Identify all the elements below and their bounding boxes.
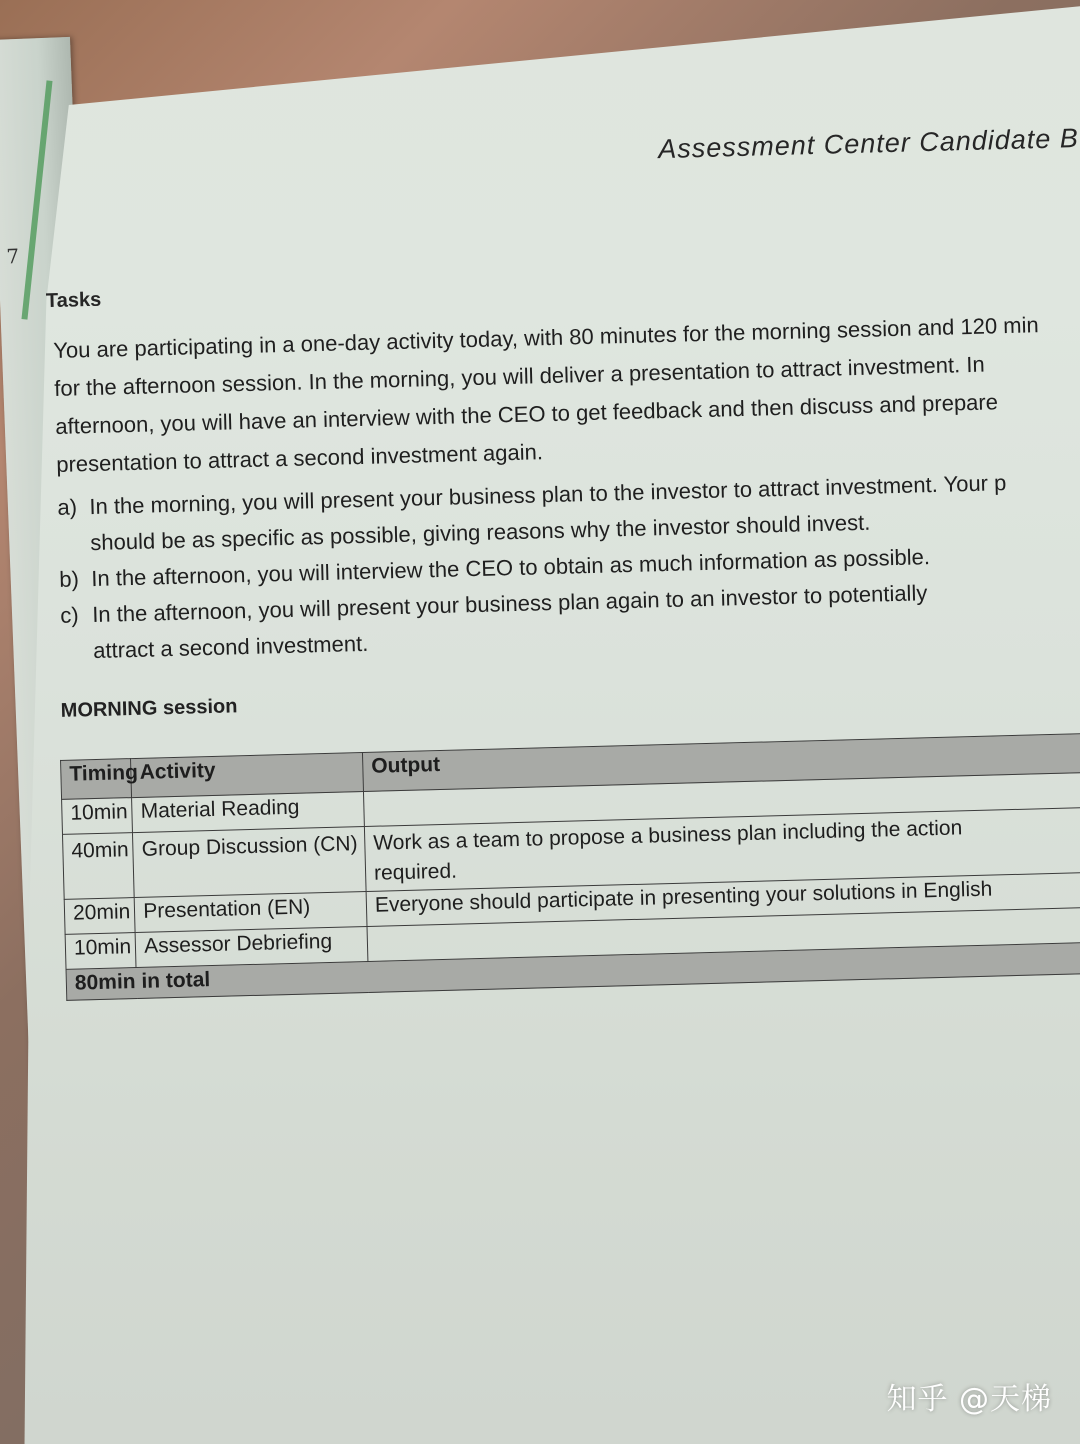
document-page — [24, 0, 1080, 1444]
activity-cell: Group Discussion (CN) — [133, 827, 366, 898]
timing-cell: 10min — [65, 933, 136, 970]
task-line: attract a second investment. — [92, 630, 369, 664]
task-line: In the morning, you will present your business plan to the investor to attract investment. Your p — [89, 470, 1007, 520]
watermark: 知乎 @天梯 — [886, 1382, 1052, 1417]
task-letter: b) — [58, 566, 80, 592]
morning-session-heading: MORNING session — [60, 695, 238, 722]
intro-line: afternoon, you will have an interview with the CEO to get feedback and then discuss and prepare — [54, 389, 999, 439]
intro-line: You are participating in a one-day activity today, with 80 minutes for the morning session and 120 min — [52, 312, 1039, 363]
timing-column-header: Timing — [61, 759, 132, 800]
total-time-cell: 80min in total — [66, 940, 1080, 1000]
task-list — [57, 461, 1080, 670]
output-cell: Everyone should participate in presenting your solutions in English — [366, 870, 1080, 926]
task-letter: a) — [57, 494, 78, 520]
intro-line: presentation to attract a second investment again. — [55, 439, 544, 477]
output-line: required. — [373, 859, 458, 885]
task-line: should be as specific as possible, giving reasons why the investor should invest. — [90, 509, 871, 556]
page-edge-mark: 7 — [5, 244, 20, 269]
intro-line: for the afternoon session. In the morning, you will deliver a presentation to attract investment. In — [53, 351, 985, 401]
timing-cell: 10min — [62, 798, 133, 835]
activity-cell: Assessor Debriefing — [135, 926, 367, 967]
document-header-title: Assessment Center Candidate B — [657, 123, 1080, 165]
task-line: In the afternoon, you will interview the CEO to obtain as much information as possible. — [90, 544, 931, 592]
timing-cell: 20min — [64, 898, 135, 935]
tasks-heading: Tasks — [45, 288, 102, 313]
timing-cell: 40min — [62, 833, 134, 900]
tasks-intro-paragraph — [53, 303, 1080, 484]
activity-cell: Material Reading — [132, 792, 364, 833]
morning-schedule-table — [60, 731, 1080, 1001]
activity-column-header: Activity — [131, 753, 364, 798]
activity-cell: Presentation (EN) — [134, 891, 366, 932]
task-line: In the afternoon, you will present your business plan again to an investor to potentially — [91, 580, 928, 628]
output-line: Work as a team to propose a business plan including the action — [372, 816, 963, 855]
output-column-header: Output — [362, 731, 1080, 791]
task-letter: c) — [59, 602, 79, 628]
